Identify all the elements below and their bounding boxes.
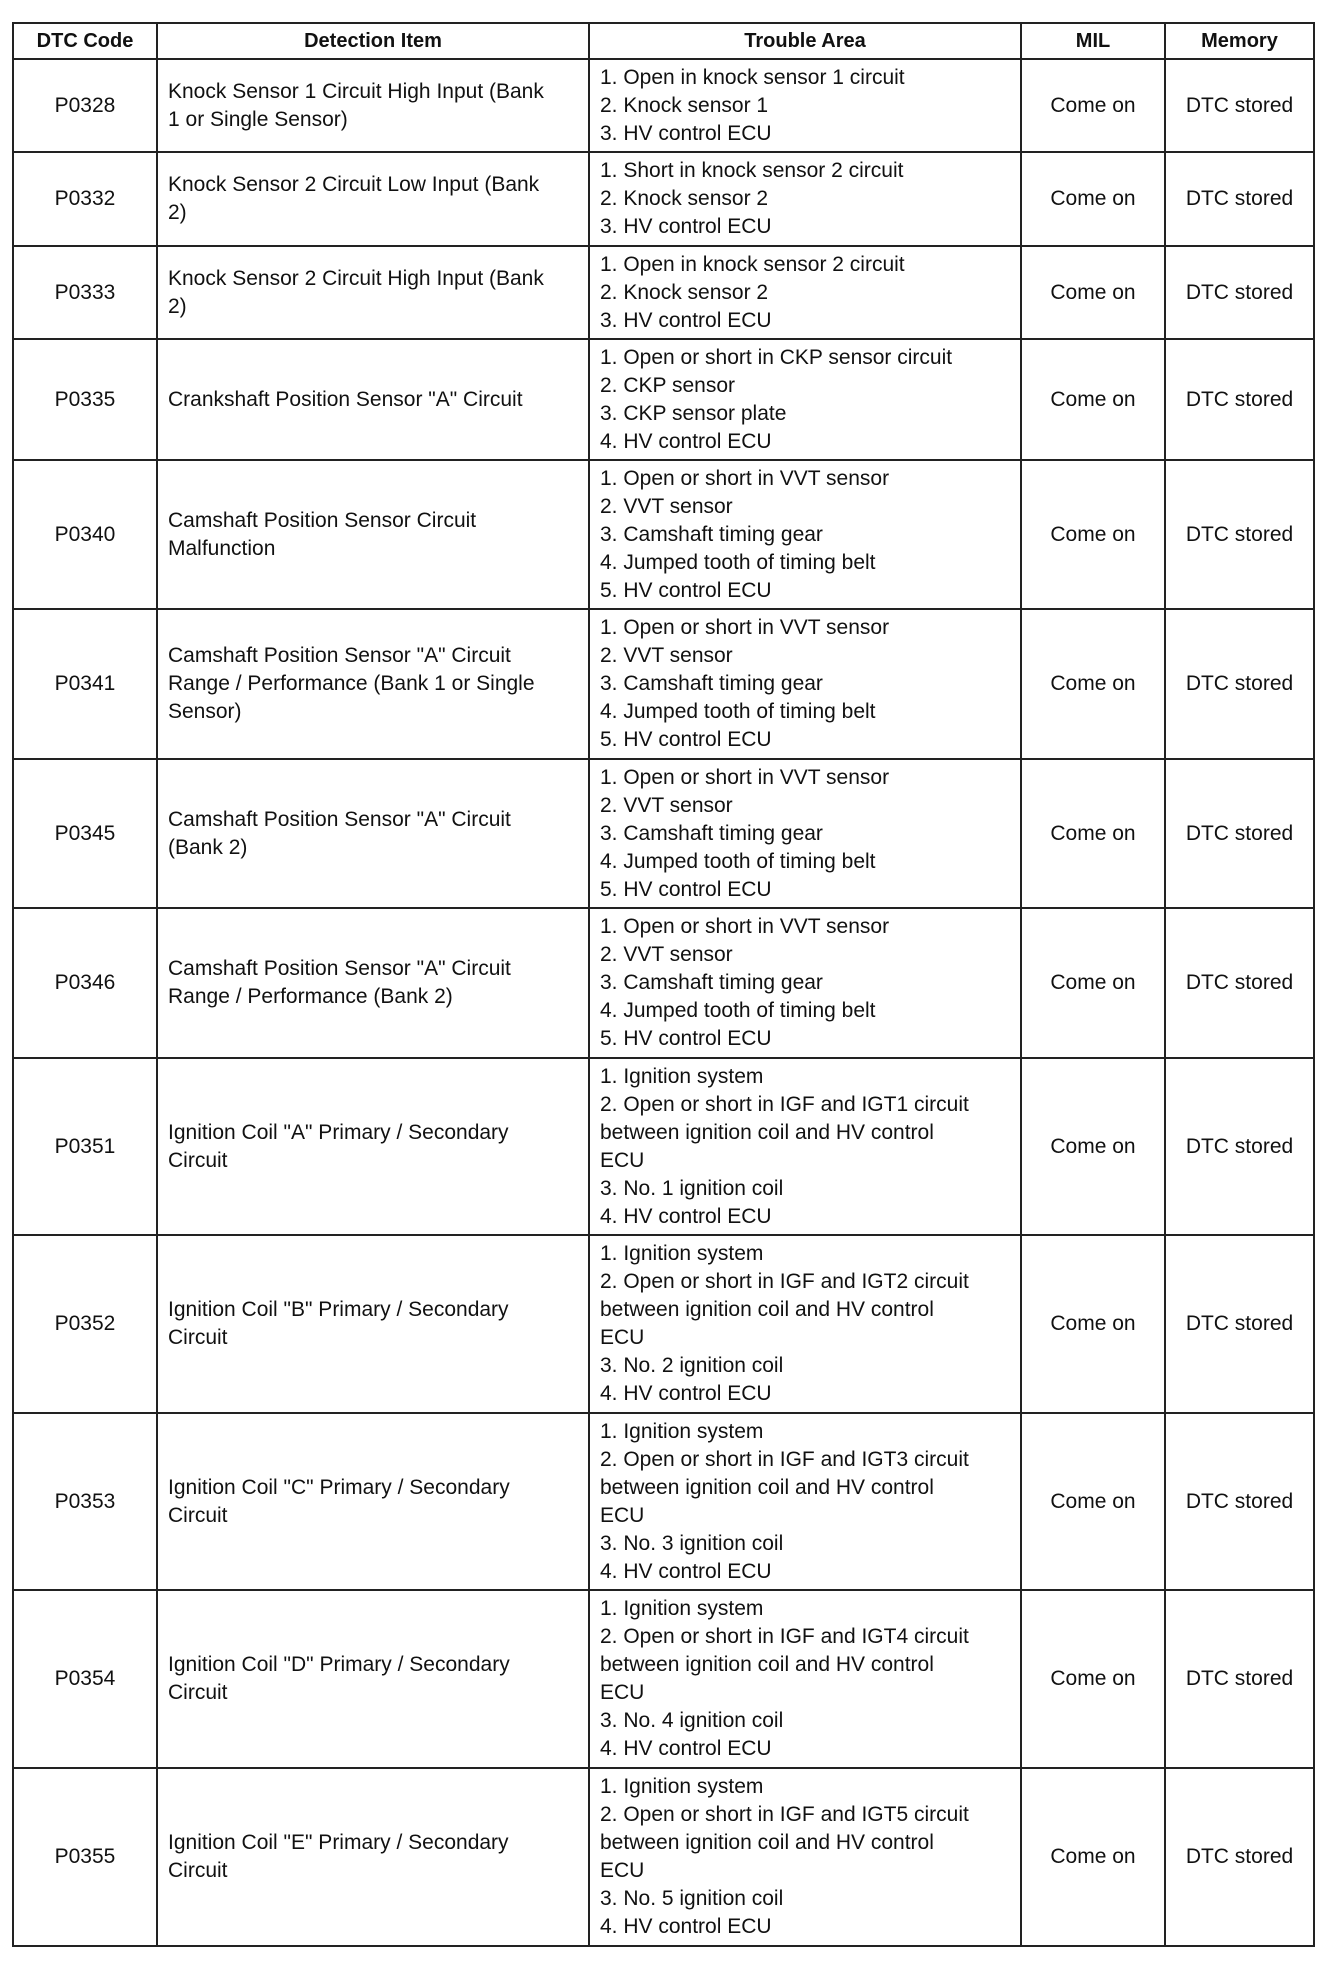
memory-cell: DTC stored bbox=[1165, 1235, 1314, 1413]
trouble-area-line: 1. Ignition system bbox=[600, 1419, 764, 1443]
trouble-area-line: 4. Jumped tooth of timing belt bbox=[600, 999, 876, 1022]
table-row bbox=[13, 908, 1314, 1058]
detection-item-line: Ignition Coil "D" Primary / Secondary bbox=[168, 1653, 510, 1676]
table-row bbox=[13, 1590, 1314, 1768]
trouble-area-line: ECU bbox=[600, 1681, 645, 1704]
detection-item-cell bbox=[157, 1768, 589, 1946]
trouble-area-line: between ignition coil and HV control bbox=[600, 1120, 934, 1144]
trouble-area-line: 3. Camshaft timing gear bbox=[600, 821, 823, 845]
memory-cell: DTC stored bbox=[1165, 59, 1314, 152]
trouble-area-cell bbox=[589, 1058, 1021, 1235]
header-detection-item: Detection Item bbox=[157, 23, 589, 59]
trouble-area-line: 2. VVT sensor bbox=[600, 793, 733, 817]
mil-cell: Come on bbox=[1021, 1413, 1165, 1590]
trouble-area-line: 5. HV control ECU bbox=[600, 877, 772, 901]
trouble-area-line: 2. Knock sensor 2 bbox=[600, 280, 769, 304]
trouble-area-line: between ignition coil and HV control bbox=[600, 1298, 934, 1321]
trouble-area-line: 4. Jumped tooth of timing belt bbox=[600, 849, 876, 873]
trouble-area-line: 2. Open or short in IGF and IGT1 circuit bbox=[600, 1092, 969, 1116]
dtc-code-cell: P0354 bbox=[13, 1590, 157, 1768]
detection-item-cell bbox=[157, 1058, 589, 1235]
table-row bbox=[13, 1768, 1314, 1946]
detection-item-line: 2) bbox=[168, 294, 187, 318]
trouble-area-cell bbox=[589, 59, 1021, 152]
dtc-code-cell: P0340 bbox=[13, 460, 157, 609]
mil-cell: Come on bbox=[1021, 1058, 1165, 1235]
mil-cell: Come on bbox=[1021, 460, 1165, 609]
trouble-area-line: 3. HV control ECU bbox=[600, 308, 772, 332]
memory-cell: DTC stored bbox=[1165, 609, 1314, 759]
detection-item-line: Camshaft Position Sensor "A" Circuit bbox=[168, 957, 511, 980]
trouble-area-cell bbox=[589, 759, 1021, 908]
trouble-area-cell bbox=[589, 339, 1021, 460]
detection-item-line: Ignition Coil "A" Primary / Secondary bbox=[168, 1120, 509, 1144]
table-row bbox=[13, 759, 1314, 908]
dtc-code-cell: P0351 bbox=[13, 1058, 157, 1235]
mil-cell: Come on bbox=[1021, 1590, 1165, 1768]
memory-cell: DTC stored bbox=[1165, 908, 1314, 1058]
detection-item-line: Malfunction bbox=[168, 536, 276, 560]
detection-item-line: Knock Sensor 1 Circuit High Input (Bank bbox=[168, 79, 544, 103]
trouble-area-line: 3. CKP sensor plate bbox=[600, 401, 787, 425]
dtc-code-cell: P0341 bbox=[13, 609, 157, 759]
detection-item-cell bbox=[157, 1413, 589, 1590]
trouble-area-line: 3. Camshaft timing gear bbox=[600, 971, 823, 994]
dtc-code-cell: P0333 bbox=[13, 246, 157, 339]
table-row bbox=[13, 1058, 1314, 1235]
memory-cell: DTC stored bbox=[1165, 246, 1314, 339]
trouble-area-cell bbox=[589, 1590, 1021, 1768]
table-row bbox=[13, 59, 1314, 152]
trouble-area-line: 1. Ignition system bbox=[600, 1775, 764, 1798]
trouble-area-line: 2. Knock sensor 1 bbox=[600, 93, 769, 117]
detection-item-cell bbox=[157, 460, 589, 609]
memory-cell: DTC stored bbox=[1165, 1590, 1314, 1768]
mil-cell: Come on bbox=[1021, 152, 1165, 246]
trouble-area-line: ECU bbox=[600, 1503, 645, 1527]
memory-cell: DTC stored bbox=[1165, 460, 1314, 609]
detection-item-line: Knock Sensor 2 Circuit Low Input (Bank bbox=[168, 173, 540, 196]
detection-item-line: Circuit bbox=[168, 1148, 228, 1172]
trouble-area-line: 1. Open or short in VVT sensor bbox=[600, 915, 890, 938]
detection-item-line: Crankshaft Position Sensor "A" Circuit bbox=[168, 387, 523, 411]
trouble-area-cell bbox=[589, 1235, 1021, 1413]
trouble-area-cell bbox=[589, 1768, 1021, 1946]
memory-cell: DTC stored bbox=[1165, 1413, 1314, 1590]
header-dtc-code: DTC Code bbox=[13, 23, 157, 59]
trouble-area-line: between ignition coil and HV control bbox=[600, 1653, 934, 1676]
trouble-area-line: 5. HV control ECU bbox=[600, 578, 772, 602]
trouble-area-line: 3. No. 5 ignition coil bbox=[600, 1887, 784, 1910]
trouble-area-cell bbox=[589, 609, 1021, 759]
trouble-area-line: 1. Ignition system bbox=[600, 1064, 764, 1088]
table-row bbox=[13, 246, 1314, 339]
trouble-area-line: 2. VVT sensor bbox=[600, 943, 733, 966]
detection-item-cell bbox=[157, 152, 589, 246]
trouble-area-line: 3. Camshaft timing gear bbox=[600, 522, 823, 546]
detection-item-line: Circuit bbox=[168, 1503, 228, 1527]
detection-item-line: 2) bbox=[168, 201, 187, 224]
trouble-area-line: 1. Ignition system bbox=[600, 1242, 764, 1265]
trouble-area-line: 2. Open or short in IGF and IGT3 circuit bbox=[600, 1447, 969, 1471]
trouble-area-line: 5. HV control ECU bbox=[600, 1027, 772, 1050]
header-trouble-area: Trouble Area bbox=[589, 23, 1021, 59]
dtc-code-cell: P0346 bbox=[13, 908, 157, 1058]
trouble-area-line: 2. VVT sensor bbox=[600, 644, 733, 667]
trouble-area-line: 3. HV control ECU bbox=[600, 215, 772, 238]
trouble-area-line: 2. Open or short in IGF and IGT2 circuit bbox=[600, 1270, 969, 1293]
trouble-area-line: 3. Camshaft timing gear bbox=[600, 672, 823, 695]
detection-item-cell bbox=[157, 1590, 589, 1768]
dtc-code-cell: P0353 bbox=[13, 1413, 157, 1590]
detection-item-line: Camshaft Position Sensor "A" Circuit bbox=[168, 807, 511, 831]
detection-item-cell bbox=[157, 759, 589, 908]
trouble-area-line: 4. HV control ECU bbox=[600, 1204, 772, 1228]
detection-item-cell bbox=[157, 908, 589, 1058]
trouble-area-line: 1. Open in knock sensor 2 circuit bbox=[600, 252, 905, 276]
trouble-area-line: 1. Open in knock sensor 1 circuit bbox=[600, 65, 905, 89]
mil-cell: Come on bbox=[1021, 339, 1165, 460]
trouble-area-line: between ignition coil and HV control bbox=[600, 1475, 934, 1499]
dtc-table bbox=[12, 22, 1315, 1947]
memory-cell: DTC stored bbox=[1165, 1768, 1314, 1946]
detection-item-line: Range / Performance (Bank 2) bbox=[168, 985, 453, 1008]
mil-cell: Come on bbox=[1021, 609, 1165, 759]
detection-item-line: Sensor) bbox=[168, 700, 242, 723]
detection-item-line: Ignition Coil "C" Primary / Secondary bbox=[168, 1475, 510, 1499]
detection-item-line: Circuit bbox=[168, 1859, 228, 1882]
trouble-area-line: 3. No. 3 ignition coil bbox=[600, 1531, 784, 1555]
trouble-area-line: 2. Open or short in IGF and IGT4 circuit bbox=[600, 1625, 969, 1648]
detection-item-line: Circuit bbox=[168, 1681, 228, 1704]
trouble-area-line: 1. Open or short in VVT sensor bbox=[600, 616, 890, 639]
trouble-area-line: 4. Jumped tooth of timing belt bbox=[600, 700, 876, 723]
trouble-area-line: ECU bbox=[600, 1326, 645, 1349]
dtc-code-cell: P0355 bbox=[13, 1768, 157, 1946]
trouble-area-line: 1. Open or short in VVT sensor bbox=[600, 466, 890, 490]
trouble-area-line: 4. HV control ECU bbox=[600, 1559, 772, 1583]
trouble-area-line: 1. Short in knock sensor 2 circuit bbox=[600, 159, 904, 182]
header-memory: Memory bbox=[1165, 23, 1314, 59]
detection-item-line: Ignition Coil "E" Primary / Secondary bbox=[168, 1831, 509, 1854]
detection-item-cell bbox=[157, 339, 589, 460]
detection-item-line: 1 or Single Sensor) bbox=[168, 107, 348, 131]
trouble-area-line: 4. HV control ECU bbox=[600, 1737, 772, 1760]
mil-cell: Come on bbox=[1021, 59, 1165, 152]
detection-item-line: Knock Sensor 2 Circuit High Input (Bank bbox=[168, 266, 544, 290]
header-row bbox=[13, 23, 1314, 59]
detection-item-cell bbox=[157, 609, 589, 759]
trouble-area-line: ECU bbox=[600, 1859, 645, 1882]
detection-item-line: Ignition Coil "B" Primary / Secondary bbox=[168, 1298, 509, 1321]
trouble-area-line: 3. No. 4 ignition coil bbox=[600, 1709, 784, 1732]
header-mil: MIL bbox=[1021, 23, 1165, 59]
detection-item-cell bbox=[157, 246, 589, 339]
trouble-area-line: 3. No. 1 ignition coil bbox=[600, 1176, 784, 1200]
memory-cell: DTC stored bbox=[1165, 759, 1314, 908]
trouble-area-line: 2. Knock sensor 2 bbox=[600, 187, 769, 210]
trouble-area-line: 4. HV control ECU bbox=[600, 1915, 772, 1938]
detection-item-line: (Bank 2) bbox=[168, 835, 248, 859]
table-row bbox=[13, 609, 1314, 759]
memory-cell: DTC stored bbox=[1165, 1058, 1314, 1235]
memory-cell: DTC stored bbox=[1165, 152, 1314, 246]
table-row bbox=[13, 460, 1314, 609]
trouble-area-line: 3. No. 2 ignition coil bbox=[600, 1354, 784, 1377]
table-row bbox=[13, 1235, 1314, 1413]
trouble-area-line: 1. Open or short in CKP sensor circuit bbox=[600, 345, 953, 369]
trouble-area-line: 4. HV control ECU bbox=[600, 429, 772, 453]
trouble-area-line: 2. Open or short in IGF and IGT5 circuit bbox=[600, 1803, 969, 1826]
trouble-area-cell bbox=[589, 152, 1021, 246]
mil-cell: Come on bbox=[1021, 1235, 1165, 1413]
trouble-area-line: 5. HV control ECU bbox=[600, 728, 772, 751]
trouble-area-line: 1. Ignition system bbox=[600, 1597, 764, 1620]
mil-cell: Come on bbox=[1021, 246, 1165, 339]
table-row bbox=[13, 1413, 1314, 1590]
dtc-code-cell: P0345 bbox=[13, 759, 157, 908]
mil-cell: Come on bbox=[1021, 1768, 1165, 1946]
trouble-area-cell bbox=[589, 908, 1021, 1058]
detection-item-cell bbox=[157, 1235, 589, 1413]
trouble-area-cell bbox=[589, 246, 1021, 339]
mil-cell: Come on bbox=[1021, 908, 1165, 1058]
detection-item-line: Range / Performance (Bank 1 or Single bbox=[168, 672, 535, 695]
trouble-area-line: 2. VVT sensor bbox=[600, 494, 733, 518]
trouble-area-line: 1. Open or short in VVT sensor bbox=[600, 765, 890, 789]
detection-item-line: Camshaft Position Sensor "A" Circuit bbox=[168, 644, 511, 667]
trouble-area-line: 4. HV control ECU bbox=[600, 1382, 772, 1405]
dtc-code-cell: P0332 bbox=[13, 152, 157, 246]
mil-cell: Come on bbox=[1021, 759, 1165, 908]
table-row bbox=[13, 339, 1314, 460]
trouble-area-line: 4. Jumped tooth of timing belt bbox=[600, 550, 876, 574]
memory-cell: DTC stored bbox=[1165, 339, 1314, 460]
trouble-area-line: between ignition coil and HV control bbox=[600, 1831, 934, 1854]
detection-item-line: Camshaft Position Sensor Circuit bbox=[168, 508, 477, 532]
trouble-area-line: 2. CKP sensor bbox=[600, 373, 736, 397]
trouble-area-line: ECU bbox=[600, 1148, 645, 1172]
detection-item-cell bbox=[157, 59, 589, 152]
trouble-area-cell bbox=[589, 1413, 1021, 1590]
trouble-area-cell bbox=[589, 460, 1021, 609]
detection-item-line: Circuit bbox=[168, 1326, 228, 1349]
dtc-code-cell: P0328 bbox=[13, 59, 157, 152]
dtc-code-cell: P0352 bbox=[13, 1235, 157, 1413]
trouble-area-line: 3. HV control ECU bbox=[600, 121, 772, 145]
dtc-code-cell: P0335 bbox=[13, 339, 157, 460]
table-row bbox=[13, 152, 1314, 246]
